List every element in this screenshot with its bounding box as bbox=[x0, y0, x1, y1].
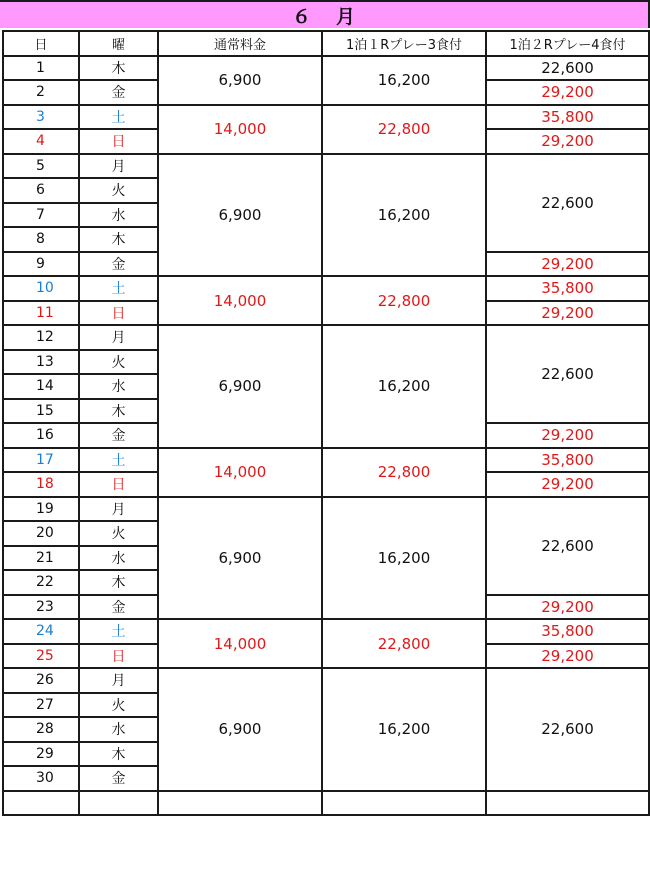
weekday-cell: 金 bbox=[79, 252, 158, 277]
weekday-cell: 土 bbox=[79, 619, 158, 644]
weekday-cell: 木 bbox=[79, 399, 158, 424]
plan3-price-cell: 22,800 bbox=[322, 448, 486, 497]
table-row bbox=[3, 497, 649, 522]
regular-price-cell: 6,900 bbox=[158, 154, 322, 277]
regular-price-cell: 6,900 bbox=[158, 56, 322, 105]
weekday-cell: 木 bbox=[79, 742, 158, 767]
table-row bbox=[3, 448, 649, 473]
empty-row bbox=[3, 791, 649, 816]
weekday-cell: 金 bbox=[79, 766, 158, 791]
weekday-cell: 月 bbox=[79, 325, 158, 350]
plan3-price-cell: 16,200 bbox=[322, 56, 486, 105]
weekday-cell: 土 bbox=[79, 105, 158, 130]
day-cell: 7 bbox=[3, 203, 79, 228]
weekday-cell: 木 bbox=[79, 227, 158, 252]
plan3-price-cell: 16,200 bbox=[322, 497, 486, 620]
day-cell: 23 bbox=[3, 595, 79, 620]
weekday-cell: 月 bbox=[79, 668, 158, 693]
header-plan4: 1泊２Rプレー4食付 bbox=[486, 31, 649, 56]
empty-cell bbox=[3, 791, 79, 816]
day-cell: 29 bbox=[3, 742, 79, 767]
day-cell: 22 bbox=[3, 570, 79, 595]
header-regular: 通常料金 bbox=[158, 31, 322, 56]
day-cell: 24 bbox=[3, 619, 79, 644]
plan4-price-cell: 35,800 bbox=[486, 105, 649, 130]
plan4-friday-price-cell: 29,200 bbox=[486, 80, 649, 105]
regular-price-cell: 14,000 bbox=[158, 276, 322, 325]
regular-price-cell: 6,900 bbox=[158, 325, 322, 448]
day-cell: 8 bbox=[3, 227, 79, 252]
month-number: ６ bbox=[291, 5, 312, 28]
weekday-cell: 木 bbox=[79, 56, 158, 81]
weekday-cell: 日 bbox=[79, 129, 158, 154]
plan4-price-cell: 29,200 bbox=[486, 472, 649, 497]
table-row bbox=[3, 105, 649, 130]
header-row bbox=[3, 31, 649, 56]
weekday-cell: 木 bbox=[79, 570, 158, 595]
price-table bbox=[2, 30, 650, 816]
empty-cell bbox=[486, 791, 649, 816]
table-row bbox=[3, 276, 649, 301]
day-cell: 16 bbox=[3, 423, 79, 448]
weekday-cell: 水 bbox=[79, 717, 158, 742]
day-cell: 3 bbox=[3, 105, 79, 130]
weekday-cell: 月 bbox=[79, 497, 158, 522]
day-cell: 13 bbox=[3, 350, 79, 375]
weekday-cell: 金 bbox=[79, 595, 158, 620]
day-cell: 15 bbox=[3, 399, 79, 424]
table-row bbox=[3, 154, 649, 179]
weekday-cell: 日 bbox=[79, 301, 158, 326]
weekday-cell: 火 bbox=[79, 693, 158, 718]
weekday-cell: 火 bbox=[79, 521, 158, 546]
plan4-price-cell: 22,600 bbox=[486, 668, 649, 791]
day-cell: 20 bbox=[3, 521, 79, 546]
day-cell: 19 bbox=[3, 497, 79, 522]
table-row bbox=[3, 325, 649, 350]
regular-price-cell: 6,900 bbox=[158, 497, 322, 620]
regular-price-cell: 14,000 bbox=[158, 448, 322, 497]
plan4-friday-price-cell: 29,200 bbox=[486, 252, 649, 277]
day-cell: 6 bbox=[3, 178, 79, 203]
plan4-price-cell: 29,200 bbox=[486, 644, 649, 669]
day-cell: 27 bbox=[3, 693, 79, 718]
plan3-price-cell: 22,800 bbox=[322, 105, 486, 154]
day-cell: 2 bbox=[3, 80, 79, 105]
weekday-cell: 水 bbox=[79, 546, 158, 571]
day-cell: 14 bbox=[3, 374, 79, 399]
table-row bbox=[3, 56, 649, 81]
plan4-price-cell: 22,600 bbox=[486, 325, 649, 423]
weekday-cell: 金 bbox=[79, 423, 158, 448]
regular-price-cell: 6,900 bbox=[158, 668, 322, 791]
weekday-cell: 水 bbox=[79, 374, 158, 399]
regular-price-cell: 14,000 bbox=[158, 105, 322, 154]
month-title bbox=[0, 0, 650, 28]
plan4-price-cell: 22,600 bbox=[486, 154, 649, 252]
plan4-friday-price-cell: 29,200 bbox=[486, 423, 649, 448]
plan4-price-cell: 29,200 bbox=[486, 301, 649, 326]
regular-price-cell: 14,000 bbox=[158, 619, 322, 668]
header-weekday: 曜 bbox=[79, 31, 158, 56]
weekday-cell: 月 bbox=[79, 154, 158, 179]
day-cell: 9 bbox=[3, 252, 79, 277]
plan4-price-cell: 35,800 bbox=[486, 448, 649, 473]
plan3-price-cell: 16,200 bbox=[322, 668, 486, 791]
day-cell: 18 bbox=[3, 472, 79, 497]
plan3-price-cell: 22,800 bbox=[322, 619, 486, 668]
day-cell: 30 bbox=[3, 766, 79, 791]
weekday-cell: 土 bbox=[79, 276, 158, 301]
day-cell: 1 bbox=[3, 56, 79, 81]
day-cell: 21 bbox=[3, 546, 79, 571]
table-body bbox=[3, 56, 649, 816]
empty-cell bbox=[79, 791, 158, 816]
weekday-cell: 日 bbox=[79, 644, 158, 669]
day-cell: 12 bbox=[3, 325, 79, 350]
table-row bbox=[3, 668, 649, 693]
day-cell: 11 bbox=[3, 301, 79, 326]
weekday-cell: 火 bbox=[79, 350, 158, 375]
day-cell: 5 bbox=[3, 154, 79, 179]
weekday-cell: 日 bbox=[79, 472, 158, 497]
day-cell: 28 bbox=[3, 717, 79, 742]
plan3-price-cell: 16,200 bbox=[322, 154, 486, 277]
day-cell: 17 bbox=[3, 448, 79, 473]
table-row bbox=[3, 619, 649, 644]
weekday-cell: 土 bbox=[79, 448, 158, 473]
header-plan3: 1泊１Rプレー3食付 bbox=[322, 31, 486, 56]
day-cell: 10 bbox=[3, 276, 79, 301]
empty-cell bbox=[158, 791, 322, 816]
plan3-price-cell: 16,200 bbox=[322, 325, 486, 448]
plan4-price-cell: 22,600 bbox=[486, 56, 649, 81]
plan4-price-cell: 22,600 bbox=[486, 497, 649, 595]
plan4-friday-price-cell: 29,200 bbox=[486, 595, 649, 620]
weekday-cell: 水 bbox=[79, 203, 158, 228]
weekday-cell: 火 bbox=[79, 178, 158, 203]
day-cell: 4 bbox=[3, 129, 79, 154]
plan4-price-cell: 35,800 bbox=[486, 276, 649, 301]
day-cell: 26 bbox=[3, 668, 79, 693]
plan3-price-cell: 22,800 bbox=[322, 276, 486, 325]
day-cell: 25 bbox=[3, 644, 79, 669]
empty-cell bbox=[322, 791, 486, 816]
month-label: 月 bbox=[336, 5, 357, 28]
weekday-cell: 金 bbox=[79, 80, 158, 105]
plan4-price-cell: 29,200 bbox=[486, 129, 649, 154]
plan4-price-cell: 35,800 bbox=[486, 619, 649, 644]
header-day: 日 bbox=[3, 31, 79, 56]
